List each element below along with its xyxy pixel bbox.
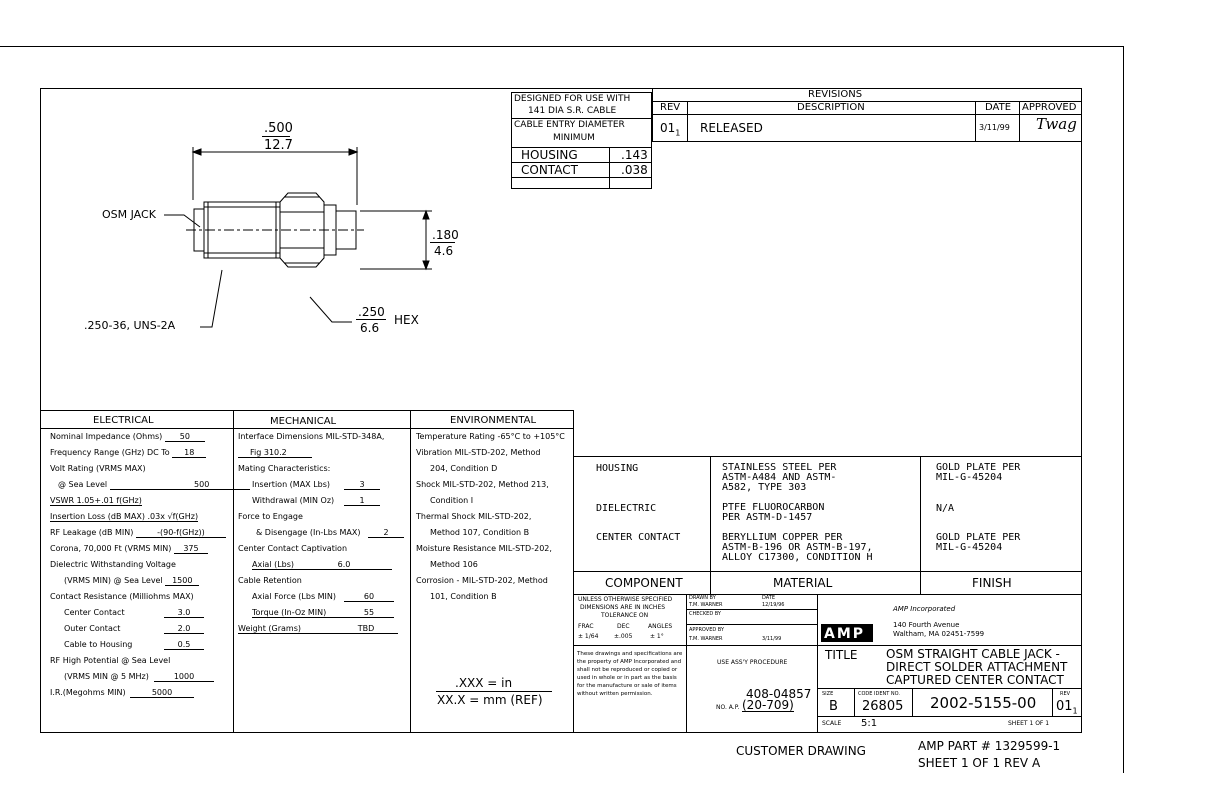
mechanical-row: Force to Engage <box>238 512 303 521</box>
finish-housing-2: MIL-G-45204 <box>936 472 1003 483</box>
mechanical-row: Cable Retention <box>238 576 302 585</box>
cable-spec-divider-4 <box>511 177 652 178</box>
property-note: These drawings and specifications are the property of AMP Incorporated and shall not be reproduced or copied or used in whole or in part as the basis for the manufacture or sale of items without written permission. <box>577 651 683 697</box>
units-note-mm: XX.X = mm (REF) <box>437 693 543 707</box>
scale-label: SCALE <box>822 720 842 727</box>
date-label: DATE <box>762 595 776 601</box>
dim-hex-in: .250 <box>358 305 385 319</box>
tol-line1: UNLESS OTHERWISE SPECIFIED <box>578 596 673 603</box>
electrical-row: (VRMS MIN @ 5 MHz) 1000 <box>64 673 214 682</box>
electrical-row: Contact Resistance (Milliohms MAX) <box>50 592 194 601</box>
entry-line1: CABLE ENTRY DIAMETER <box>514 120 625 130</box>
dim-length-mm: 12.7 <box>264 138 293 153</box>
tb-code-col <box>912 688 913 716</box>
revisions-title: REVISIONS <box>808 89 863 100</box>
mechanical-row: Fig 310.2 <box>238 449 312 458</box>
size-label: SIZE <box>822 691 834 697</box>
tb-line-mid-left <box>573 645 817 646</box>
tol-angles: ANGLES <box>648 623 673 630</box>
tb-title-top-line <box>817 645 1082 646</box>
sheet-value: SHEET 1 OF 1 <box>1008 720 1050 727</box>
no-ap-label: NO. A.P. <box>716 704 740 711</box>
dim-dia-mm: 4.6 <box>434 244 454 258</box>
rev-col-1 <box>687 101 688 142</box>
material-dielectric-1: PTFE FLUOROCARBON <box>722 502 825 513</box>
code-value: 26805 <box>862 699 904 714</box>
environmental-row: Corrosion - MIL-STD-202, Method <box>416 576 548 585</box>
rev-header-description: DESCRIPTION <box>797 102 865 113</box>
material-housing-3: A582, TYPE 303 <box>722 482 807 493</box>
material-housing-2: ASTM-A484 AND ASTM- <box>722 472 837 483</box>
component-dielectric: DIELECTRIC <box>596 503 657 514</box>
arrow-left <box>193 149 201 155</box>
mechanical-row: Insertion (MAX Lbs) 3 <box>252 481 380 490</box>
component-housing: HOUSING <box>596 463 639 474</box>
environmental-row: Shock MIL-STD-202, Method 213, <box>416 480 549 489</box>
rev-entry-date: 3/11/99 <box>979 123 1010 132</box>
rev-col-3 <box>1019 101 1020 142</box>
electrical-row: Dielectric Withstanding Voltage <box>50 560 176 569</box>
scale-value: 5:1 <box>861 718 878 729</box>
rev-entry-approved-signature: Twag <box>1036 115 1077 133</box>
material-center-contact-3: ALLOY C17300, CONDITION H <box>722 552 873 563</box>
mechanical-row: & Disengage (In-Lbs MAX) 2 <box>256 529 404 538</box>
environmental-row: Temperature Rating -65°C to +105°C <box>416 432 565 441</box>
electrical-row: Frequency Range (GHz) DC To 18 <box>50 449 206 458</box>
customer-drawing: CUSTOMER DRAWING <box>736 744 866 758</box>
arrow-right <box>349 149 357 155</box>
mechanical-row: Center Contact Captivation <box>238 544 348 553</box>
materials-header-bottom-line <box>573 594 1082 595</box>
spec-housing-value: .143 <box>621 148 648 162</box>
electrical-row: @ Sea Level 500 <box>58 481 250 490</box>
approved-by-label: APPROVED BY <box>689 627 725 633</box>
electrical-row: I.R.(Megohms MIN) 5000 <box>50 689 194 698</box>
spec-contact-value: .038 <box>621 163 648 177</box>
tol-angles-value: ± 1° <box>650 633 664 640</box>
material-center-contact-1: BERYLLIUM COPPER PER <box>722 532 843 543</box>
size-value: B <box>829 699 838 714</box>
dim-length-in: .500 <box>264 121 293 136</box>
electrical-row: VSWR 1.05+.01 f(GHz) <box>50 496 142 505</box>
mechanical-row: Weight (Grams) TBD <box>238 625 398 634</box>
tb-size-col <box>854 688 855 716</box>
spec-housing-label: HOUSING <box>521 148 578 162</box>
environmental-row: 101, Condition B <box>430 592 497 601</box>
drawn-name: T.M. WARNER <box>689 602 723 608</box>
rev-label: REV <box>1060 691 1071 697</box>
electrical-row: Cable to Housing 0.5 <box>64 641 204 650</box>
tol-dec-value: ±.005 <box>614 633 633 640</box>
hex-label: HEX <box>394 313 419 327</box>
electrical-header: ELECTRICAL <box>93 415 154 426</box>
materials-header-finish: FINISH <box>972 576 1012 590</box>
dim-fraction-bar <box>262 136 290 137</box>
materials-header-material: MATERIAL <box>773 576 833 590</box>
tb-checked-line <box>686 624 817 625</box>
electrical-row: Corona, 70,000 Ft (VRMS MIN) 375 <box>50 545 208 554</box>
tol-line3: TOLERANCE ON <box>601 612 649 619</box>
rev-header-date: DATE <box>985 102 1012 113</box>
no-ap-value: (20-709) <box>742 698 794 712</box>
tb-rev-col <box>1052 688 1053 716</box>
mechanical-row: Torque (In-Oz MIN) 55 <box>252 609 394 618</box>
tol-frac: FRAC <box>578 623 594 630</box>
spec-col-1 <box>233 410 234 733</box>
rev-divider-2 <box>652 114 1082 115</box>
environmental-row: Method 106 <box>430 560 478 569</box>
mechanical-header: MECHANICAL <box>270 416 337 427</box>
environmental-header: ENVIRONMENTAL <box>450 415 537 426</box>
tol-dec: DEC <box>617 623 630 630</box>
amp-part-number: AMP PART # 1329599-1 <box>918 739 1061 753</box>
dim-hex-bar <box>356 319 386 320</box>
finish-dielectric: N/A <box>936 503 955 514</box>
thread-label: .250-36, UNS-2A <box>84 319 176 332</box>
spec-col-2 <box>410 410 411 733</box>
entry-line2: MINIMUM <box>553 133 595 143</box>
spec-table-frame <box>40 410 573 411</box>
rev-value: $01_1$ <box>1056 699 1078 716</box>
tb-size-top-line <box>817 688 1082 689</box>
electrical-row: (VRMS MIN) @ Sea Level 1500 <box>64 577 199 586</box>
materials-header-top-line <box>573 571 1082 572</box>
rev-header-rev: REV <box>660 102 681 113</box>
amp-logo-text: AMP <box>824 626 866 642</box>
materials-col-1 <box>710 456 711 594</box>
title-label: TITLE <box>825 648 858 662</box>
sheet-rev: SHEET 1 OF 1 REV A <box>918 756 1041 770</box>
environmental-row: Method 107, Condition B <box>430 528 530 537</box>
electrical-row: Center Contact 3.0 <box>64 609 204 618</box>
mechanical-row: Interface Dimensions MIL-STD-348A, <box>238 432 385 441</box>
environmental-row: Vibration MIL-STD-202, Method <box>416 448 541 457</box>
finish-center-contact-2: MIL-G-45204 <box>936 542 1003 553</box>
dim-dia-bar <box>430 242 455 243</box>
electrical-row: Outer Contact 2.0 <box>64 625 204 634</box>
environmental-row: Condition I <box>430 496 474 505</box>
tb-drawn-line <box>686 609 817 610</box>
spec-contact-label: CONTACT <box>521 163 578 177</box>
tol-frac-value: ± 1/64 <box>578 633 599 640</box>
drawing-number: 2002-5155-00 <box>930 694 1037 712</box>
checked-by-label: CHECKED BY <box>689 611 721 617</box>
approved-name: T.M. WARNER <box>689 636 723 642</box>
drawn-by-label: DRAWN BY <box>689 595 716 601</box>
title-line2: DIRECT SOLDER ATTACHMENT <box>886 660 1068 674</box>
materials-top-line <box>573 456 1082 457</box>
mechanical-row: Withdrawal (MIN Oz) 1 <box>252 497 380 506</box>
rev-divider-1 <box>652 101 1082 102</box>
electrical-row: RF High Potential @ Sea Level <box>50 656 171 665</box>
rev-col-2 <box>975 101 976 142</box>
code-label: CODE IDENT NO. <box>858 691 900 697</box>
company-addr1: 140 Fourth Avenue <box>893 621 960 629</box>
environmental-row: Moisture Resistance MIL-STD-202, <box>416 544 552 553</box>
assy-number: 408-04857 <box>746 687 812 701</box>
tol-line2: DIMENSIONS ARE IN INCHES <box>580 604 666 611</box>
electrical-row: Volt Rating (VRMS MAX) <box>50 464 146 473</box>
environmental-row: Thermal Shock MIL-STD-202, <box>416 512 532 521</box>
designed-line2: 141 DIA S.R. CABLE <box>528 106 617 116</box>
mechanical-row: Mating Characteristics: <box>238 464 331 473</box>
cable-spec-col-divider <box>609 147 610 189</box>
finish-center-contact-1: GOLD PLATE PER <box>936 532 1021 543</box>
title-line3: CAPTURED CENTER CONTACT <box>886 673 1064 687</box>
company-name: AMP Incorporated <box>893 605 956 613</box>
assy-label: USE ASS'Y PROCEDURE <box>717 659 788 666</box>
dim-dia-in: .180 <box>432 228 459 242</box>
approved-date: 3/11/99 <box>762 636 782 642</box>
material-housing-1: STAINLESS STEEL PER <box>722 462 837 473</box>
units-note-bar <box>436 691 552 692</box>
spec-header-divider <box>40 428 573 429</box>
tb-scale-top-line <box>817 716 1082 717</box>
company-addr2: Waltham, MA 02451-7599 <box>893 630 985 638</box>
mechanical-row: Axial (Lbs) 6.0 <box>252 561 392 570</box>
rev-header-approved: APPROVED <box>1022 102 1077 113</box>
materials-header-component: COMPONENT <box>605 576 683 590</box>
electrical-row: Nominal Impedance (Ohms) 50 <box>50 433 205 442</box>
cable-spec-divider-1 <box>511 118 652 119</box>
environmental-row: 204, Condition D <box>430 464 498 473</box>
finish-housing-1: GOLD PLATE PER <box>936 462 1021 473</box>
tb-col-2 <box>817 594 818 733</box>
rev-entry-description: RELEASED <box>700 121 763 135</box>
drawn-date: 12/19/96 <box>762 602 785 608</box>
title-line1: OSM STRAIGHT CABLE JACK - <box>886 647 1060 661</box>
osm-jack-label: OSM JACK <box>102 208 156 221</box>
material-center-contact-2: ASTM-B-196 OR ASTM-B-197, <box>722 542 873 553</box>
units-note-in: .XXX = in <box>455 676 513 690</box>
electrical-row: Insertion Loss (dB MAX) .03x √f(GHz) <box>50 512 199 521</box>
material-dielectric-2: PER ASTM-D-1457 <box>722 512 813 523</box>
electrical-row: RF Leakage (dB MIN) -(90-f(GHz)) <box>50 529 226 538</box>
rev-entry-rev: $01_1$ <box>660 121 681 138</box>
component-center-contact: CENTER CONTACT <box>596 532 681 543</box>
tb-col-1 <box>686 594 687 733</box>
dim-hex-mm: 6.6 <box>360 321 380 335</box>
designed-line1: DESIGNED FOR USE WITH <box>514 94 631 104</box>
mechanical-row: Axial Force (Lbs MIN) 60 <box>252 593 394 602</box>
materials-col-2 <box>920 456 921 594</box>
